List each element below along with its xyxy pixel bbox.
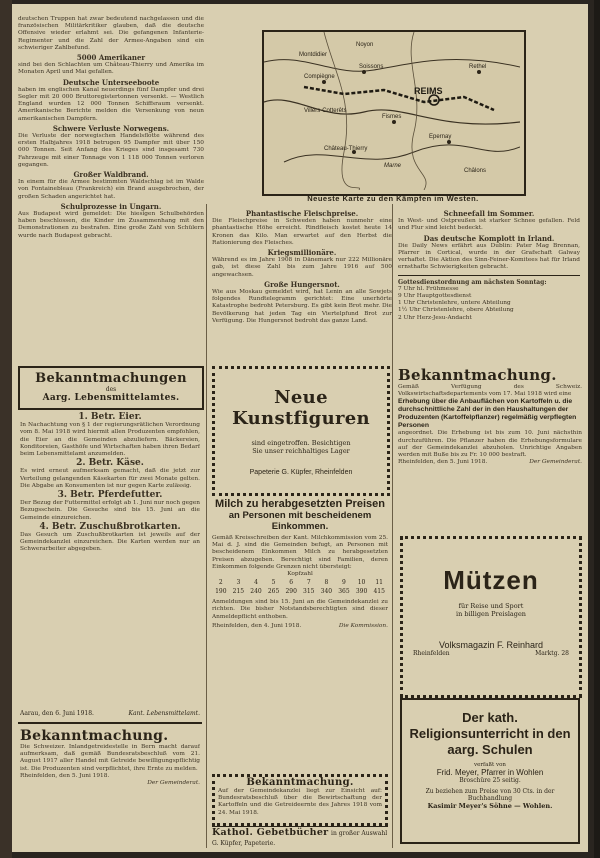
religion-author: Frid. Meyer, Pfarrer in Wohlen bbox=[436, 768, 544, 777]
milch-text: Gemäß Kreisschreiben der Kant. Milchkommission vom 25. Mai d. J. sind die Gemeinden befugt, an Personen mit bescheidenem Einkommen Milch zu herabgesetzten Preisen abzugeben. Berechtigt sind Familien, deren Einkommen folgende Grenzen nicht übersteigt: bbox=[212, 535, 388, 570]
milch-table-label: Kopfzahl bbox=[287, 571, 313, 578]
milch-subtitle: an Personen mit bescheidenem Einkommen. bbox=[228, 510, 372, 532]
news-column-left bbox=[18, 16, 204, 356]
page-edge bbox=[594, 0, 600, 858]
map-label-reims: REIMS bbox=[414, 86, 443, 96]
newspaper-page bbox=[12, 4, 588, 852]
news-headline: Deutsche Unterseeboote bbox=[62, 77, 160, 87]
muetzen-line2: in billigen Preislagen bbox=[456, 610, 526, 618]
column-rule bbox=[206, 204, 207, 848]
milch-table-head-row bbox=[212, 578, 388, 587]
lebensmittel-des: des bbox=[105, 386, 117, 393]
gebetbuecher-text: in großer Auswahl bbox=[331, 830, 388, 837]
milch-table-cell: 290 bbox=[285, 588, 297, 596]
bekanntmachung-right-title: Bekanntmachung. bbox=[398, 366, 557, 384]
gottesdienst-item: 1½ Uhr Christenlehre, obere Abteilung bbox=[398, 307, 514, 314]
milch-table-cell: 10 bbox=[357, 579, 366, 587]
lebensmittel-signature: Kant. Lebensmittelamt. bbox=[128, 710, 200, 717]
news-text: Die Daily News erfährt aus Dublin: Pater Mag Brennan, Pfarrer in Cortical, wurde in der Grafschaft Galway verhaftet. Die Aktion des Sinn-Feiner-Komitees hat für Irland ernsthafte Schwierigkeiten gebracht. bbox=[398, 242, 580, 271]
lebensmittel-title: Bekanntmachungen bbox=[35, 371, 187, 386]
muetzen-shop: Volksmagazin F. Reinhard bbox=[438, 640, 544, 650]
column-rule bbox=[392, 204, 393, 848]
map-label: Noyon bbox=[356, 42, 374, 48]
section-title: 3. Betr. Pferdefutter. bbox=[57, 490, 163, 501]
news-text: In einem für die Armee bestimmten Waldschlag ist im Walde von Fontainebleau (Frankreich) ein Brand ausgebrochen, der großen Schaden angerichtet hat. bbox=[18, 179, 204, 200]
milch-notice bbox=[212, 498, 388, 770]
milch-table-cell: 8 bbox=[324, 579, 329, 587]
news-headline: Kriegsmillionäre. bbox=[267, 248, 337, 258]
muetzen-street: Marktg. 28 bbox=[535, 650, 569, 657]
bekanntmachung-signature: Der Gemeinderat. bbox=[147, 780, 200, 787]
bekanntmachung-mid-title: Bekanntmachung. bbox=[246, 777, 354, 788]
milch-table-cell: 215 bbox=[232, 588, 245, 596]
map-label: Marne bbox=[384, 163, 402, 169]
section-text: Das Gesuch um Zuschußbrotkarten ist jeweils auf der Gemeindekanzlei einzureichen. Die Karten werden nur an Schwerarbeiter abgegeben. bbox=[20, 532, 200, 553]
kunstfiguren-ad bbox=[212, 366, 390, 496]
map-label: Fismes bbox=[382, 114, 402, 120]
milch-table bbox=[212, 578, 388, 596]
news-headline: 5000 Amerikaner bbox=[76, 53, 146, 63]
religion-price-note: Broschüre 25 seitig. bbox=[459, 777, 521, 784]
map-label: Soissons bbox=[359, 64, 384, 70]
lebensmittel-date: Aarau, den 6. Juni 1918. bbox=[20, 710, 94, 717]
map-label: Epernay bbox=[429, 134, 452, 140]
news-headline: Das deutsche Komplott in Irland. bbox=[423, 233, 555, 243]
bekanntmachung-right-text1: Gemäß Verfügung des Schweiz. Volkswirtschaftsdepartements vom 17. Mai 1918 wird eine bbox=[398, 384, 582, 398]
bekanntmachung-right bbox=[398, 366, 582, 532]
news-text: In West- und Ostpreußen ist starker Schnee gefallen. Feld und Flur sind leicht bedeckt. bbox=[398, 218, 580, 232]
map-drawing bbox=[264, 32, 520, 190]
section-title: 2. Betr. Käse. bbox=[76, 458, 144, 469]
muetzen-city: Rheinfelden bbox=[413, 650, 450, 657]
milch-table-cell: 240 bbox=[250, 588, 262, 596]
gottesdienst-item: 2 Uhr Herz-Jesu-Andacht bbox=[398, 314, 472, 321]
muetzen-line1: für Reise und Sport bbox=[458, 602, 524, 610]
religion-author-pre: verfaßt von bbox=[474, 762, 506, 768]
milch-title: Milch zu herabgesetzten Preisen bbox=[215, 498, 385, 510]
bekanntmachung-middle bbox=[212, 774, 388, 826]
news-headline: Großer Waldbrand. bbox=[73, 170, 149, 180]
milch-text2: Anmeldungen sind bis 15. Juni an die Gemeindekanzlei zu richten. Die bisher Notstandsberechtigten sind dieser Anmeldepflicht enthoben. bbox=[212, 599, 388, 620]
muetzen-title: Mützen bbox=[443, 565, 539, 595]
news-headline: Phantastische Fleischpreise. bbox=[245, 209, 359, 218]
gebetbuecher-title: Kathol. Gebetbücher bbox=[212, 827, 329, 838]
milch-table-cell: 415 bbox=[373, 588, 385, 596]
religion-ad bbox=[400, 698, 580, 844]
news-column-right bbox=[398, 208, 580, 364]
news-text: Die Verluste der norwegischen Handelsflotte während des ersten Halbjahres 1918 betrugen 95 Dampfer mit über 150 000 Tonnen. Seit Anfang des Krieges sind insgesamt 730 Fahrzeuge mit einer Tonnage von 1 118 000 Tonnen verloren gegangen. bbox=[18, 133, 204, 168]
kunstfiguren-line2: Sie unser reichhaltiges Lager bbox=[252, 447, 350, 455]
bekanntmachung-title: Bekanntmachung. bbox=[20, 728, 169, 744]
news-headline: Schulprozesse in Ungarn. bbox=[60, 201, 162, 211]
religion-seller-pre: Buchhandlung bbox=[467, 795, 513, 802]
war-map bbox=[262, 30, 526, 196]
gottesdienst-item: 9 Uhr Hauptgottesdienst bbox=[398, 293, 472, 300]
milch-table-cell: 265 bbox=[267, 588, 280, 596]
religion-price: Zu beziehen zum Preise von 30 Cts. in der bbox=[425, 788, 555, 795]
milch-table-cell: 11 bbox=[375, 579, 383, 587]
bekanntmachung-left bbox=[20, 728, 200, 848]
news-headline: Schneefall im Sommer. bbox=[443, 209, 535, 218]
lebensmittel-body bbox=[20, 412, 200, 708]
milch-table-cell: 3 bbox=[236, 579, 241, 587]
milch-date: Rheinfelden, den 4. Juni 1918. bbox=[212, 622, 302, 629]
map-label: Compiègne bbox=[304, 74, 335, 80]
map-label: Rethel bbox=[469, 64, 487, 70]
news-text: deutschen Truppen hat zwar bedeutend nachgelassen und die französischen Militärkritiker glauben, daß die deutsche Offensive wieder erlahmt sei. Die gefangenen Infanterie-Regimenter und die Zahl der Armee-Angaben sind ein schwieriger Zahlbefund. bbox=[18, 16, 204, 51]
gottesdienst-item: 1 Uhr Christenlehre, untere Abteilung bbox=[398, 300, 511, 307]
book-spine bbox=[0, 0, 12, 858]
map-caption: Neueste Karte zu den Kämpfen im Westen. bbox=[307, 194, 479, 203]
section-title: 4. Betr. Zuschußbrotkarten. bbox=[39, 521, 181, 532]
section-text: Es wird erneut aufmerksam gemacht, daß die jetzt zur Verteilung gelangenden Käsekarten für zwei Monate gelten. Die Abgabe an Konsumenten ist nur gegen Karte zulässig. bbox=[20, 468, 200, 489]
bekanntmachung-mid-text: Auf der Gemeindekanzlei liegt zur Einsicht auf: Bundesratsbeschluß über die Bewirtschaftung der Kartoffeln und die Getreideernte des Jahres 1918 vom 24. Mai 1918. bbox=[218, 788, 382, 816]
bekanntmachung-right-highlight: Erhebung über die Anbauflächen von Kartoffeln u. die durchschnittliche Zahl der in den Haushaltungen der Produzenten (Kartoffelpflanzer) regelmäßig verpflegten Personen bbox=[398, 398, 577, 430]
milch-table-cell: 340 bbox=[320, 588, 333, 596]
bekanntmachung-text: Die Schweizer. Inlandgetreidestelle in Bern macht darauf aufmerksam, daß gemäß Bundesratsbeschluß vom 21. August 1917 aller Handel mit Getreide bewilligungspflichtig ist. Die Produzenten sind verpflichtet, ihre Ernte zu melden. bbox=[20, 744, 200, 772]
news-column-middle bbox=[212, 208, 392, 364]
lebensmittel-subtitle: Aarg. Lebensmittelamtes. bbox=[42, 393, 180, 403]
kunstfiguren-line1: sind eingetroffen. Besichtigen bbox=[251, 439, 351, 447]
milch-table-cell: 6 bbox=[289, 579, 294, 587]
map-label: Villers-Cotterêts bbox=[304, 108, 347, 114]
milch-table-cell: 365 bbox=[338, 588, 350, 596]
religion-title: Der kath. Religionsunterricht in den aarg. Schulen bbox=[409, 710, 571, 757]
news-text: haben im englischen Kanal neuerdings fünf Dampfer und drei Segler mit 20 000 Bruttoregistertonnen versenkt. — Westlich England wurden 12 000 Tonnen Schiffsraum versenkt. Amerikanische Berichte melden die Versenkung von neun amerikanischen Dampfern. bbox=[18, 86, 204, 122]
milch-table-value-row bbox=[212, 587, 388, 596]
milch-table-cell: 2 bbox=[218, 579, 223, 587]
bekanntmachung-right-signature: Der Gemeinderat. bbox=[529, 459, 582, 466]
kunstfiguren-title: Neue Kunstfiguren bbox=[232, 387, 370, 429]
section-title: 1. Betr. Eier. bbox=[78, 412, 142, 422]
bekanntmachung-right-date: Rheinfelden, den 5. Juni 1918. bbox=[398, 459, 488, 466]
milch-table-cell: 390 bbox=[355, 588, 368, 596]
lebensmittel-footer bbox=[20, 710, 200, 717]
map-label: Montdidier bbox=[299, 52, 328, 58]
gebetbuecher-shop: G. Küpfer, Papeterie. bbox=[212, 840, 276, 847]
milch-table-cell: 5 bbox=[271, 579, 276, 587]
milch-table-cell: 4 bbox=[254, 579, 258, 587]
milch-table-cell: 190 bbox=[215, 588, 227, 596]
news-text: Während es im Jahre 1908 in Dänemark nur 222 Millionäre gab, ist diese Zahl bis zum Jahre 1916 auf 500 angewachsen. bbox=[212, 257, 392, 278]
milch-signature: Die Kommission. bbox=[338, 622, 388, 629]
news-text: Wie aus Moskau gemeldet wird, hat Lenin an alle Sowjets folgendes Rundtelegramm gerichtet: Eine unerhörte Katastrophe bedroht Petersburg. Es gibt kein Brot mehr. Die Bevölkerung hat jeden Tag ein Viertelpfund Brot zur Verfügung. Die Hungersnot bedroht das ganze Land. bbox=[212, 289, 392, 324]
map-label: Château-Thierry bbox=[324, 146, 368, 152]
section-text: In Nachachtung von § 1 der regierungsrätlichen Verordnung vom 8. Mai 1918 wird hiermit allen Produzenten empfohlen, die Eier an die Gemeinden abzuliefern. Bäckereien, Konditoreien, Gasthöfe und Wirtschaften haben ihren Bedarf beim Lebensmittelamt anzumelden. bbox=[20, 422, 200, 458]
news-text: Die Fleischpreise in Schweden haben nunmehr eine phantastische Höhe erreicht. Rindfleisch kostet heute 14 Kronen das Kilo. Man erwartet auf den Herbst die Rationierung des Fleisches. bbox=[212, 218, 392, 246]
gebetbuecher-ad bbox=[212, 826, 388, 849]
muetzen-ad bbox=[400, 536, 582, 698]
news-headline: Große Hungersnot. bbox=[264, 279, 340, 289]
gottesdienst-title: Gottesdienstordnung am nächsten Sonntag: bbox=[398, 278, 547, 286]
milch-table-cell: 9 bbox=[342, 579, 346, 587]
section-text: Der Bezug der Futtermittel erfolgt ab 1. Juni nur noch gegen Bezugsschein. Die Gesuche sind bis 15. Juni an die Gemeinde einzureichen. bbox=[20, 500, 200, 521]
news-headline: Schwere Verluste Norwegens. bbox=[52, 123, 170, 133]
news-text: sind bei den Schlachten um Château-Thierry und Amerika im Monaten April und Mai gefallen. bbox=[18, 62, 204, 76]
divider bbox=[18, 722, 202, 724]
map-label: Châlons bbox=[464, 168, 487, 174]
milch-table-cell: 315 bbox=[303, 588, 315, 596]
gottesdienst-item: 7 Uhr hl. Frühmesse bbox=[398, 285, 459, 292]
kunstfiguren-shop: Papeterie G. Küpfer, Rheinfelden bbox=[249, 469, 353, 476]
news-text: Aus Budapest wird gemeldet: Die hiesigen Schulbehörden haben beschlossen, die Kinder im Zusammenhang mit den Demonstrationen zu bestrafen. Eine große Zahl von Schülern wurde nach Budapest gebracht. bbox=[18, 211, 204, 239]
religion-seller: Kasimir Meyer's Söhne — Wohlen. bbox=[427, 802, 553, 810]
bekanntmachung-date: Rheinfelden, den 5. Juni 1918. bbox=[20, 772, 110, 779]
bekanntmachung-right-text2: angeordnet. Die Erhebung ist bis zum 10. Juni nächsthin durchzuführen. Die Pflanzer haben die Erhebungsformulare auf der Gemeindekanzlei abzuholen. Unrichtige Angaben werden mit Buße bis zu Fr. 10 000 bestraft. bbox=[398, 430, 582, 459]
milch-table-cell: 7 bbox=[306, 579, 311, 587]
lebensmittel-header-box bbox=[18, 366, 204, 410]
